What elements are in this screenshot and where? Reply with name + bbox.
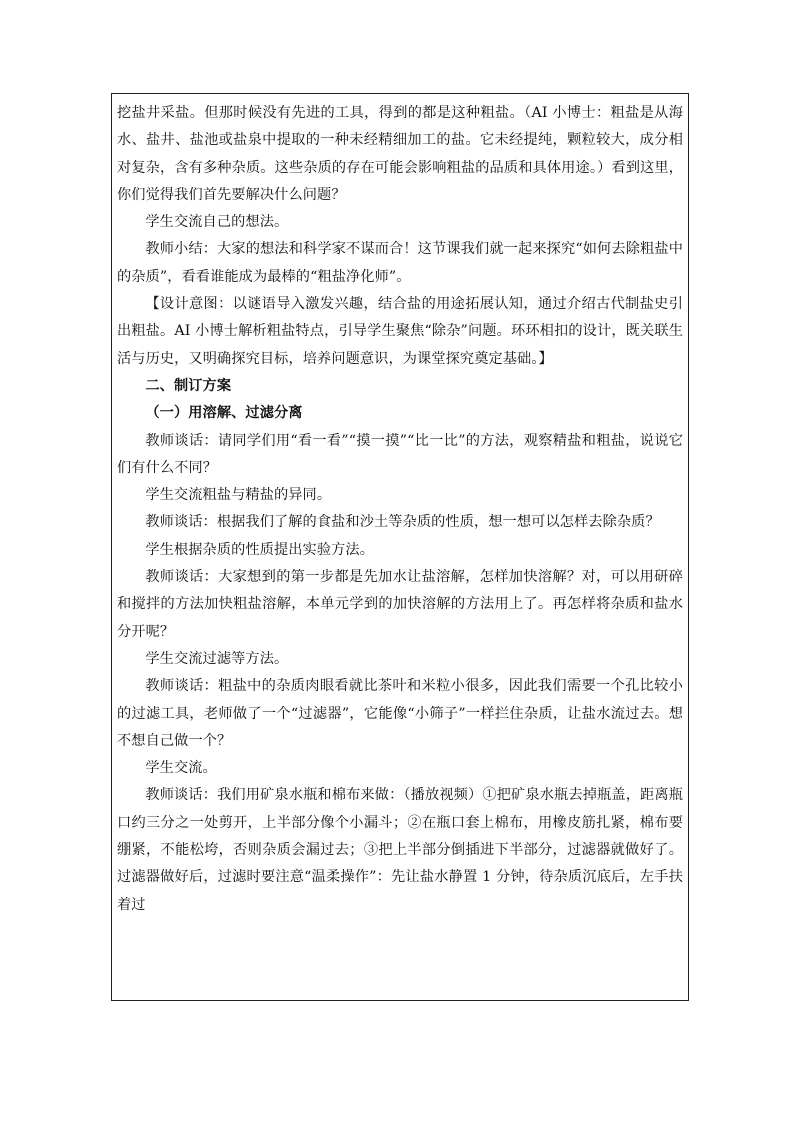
- paragraph-remove-impurities: 教师谈话：根据我们了解的食盐和沙土等杂质的性质，想一想可以怎样去除杂质？: [145, 514, 660, 531]
- paragraph-teacher-summary: 教师小结：大家的想法和科学家不谋而合！这节课我们就一起来探究“如何去除粗盐中的杂质”，看看谁能成为最棒的“粗盐净化师”。: [117, 241, 683, 285]
- paragraph-dissolve-faster: 教师谈话：大家想到的第一步都是先加水让盐溶解，怎样加快溶解？对，可以用研碎和搅拌的方法加快粗盐溶解，本单元学到的加快溶解的方法用上了。再怎样将杂质和盐水分开呢？: [117, 569, 683, 640]
- paragraph-propose-methods: 学生根据杂质的性质提出实验方法。: [145, 541, 374, 558]
- paragraph-student-exchange: 学生交流。: [145, 760, 217, 777]
- paragraph-make-filter: 教师谈话：我们用矿泉水瓶和棉布来做：（播放视频）①把矿泉水瓶去掉瓶盖，距离瓶口约三分之一处剪开，上半部分像个小漏斗；②在瓶口套上棉布，用橡皮筋扎紧，棉布要绷紧，不能松垮，否则杂质会漏过去；③把上半部分倒插进下半部分，过滤器就做好了。过滤器做好后，过滤时要注意“温柔操作”：先让盐水静置 1 分钟，待杂质沉底后，左手扶着过: [117, 787, 683, 913]
- table-left-rule: [111, 93, 115, 1001]
- lesson-text-cell: [117, 100, 683, 919]
- paragraph-design-intent: 【设计意图：以谜语导入激发兴趣，结合盐的用途拓展认知，通过介绍古代制盐史引出粗盐。AI 小博士解析粗盐特点，引导学生聚焦“除杂”问题。环环相扣的设计，既关联生活与历史，又明确探究目标，培养问题意识，为课堂探究奠定基础。】: [117, 296, 683, 367]
- section-heading-plan: 二、制订方案: [145, 377, 232, 394]
- paragraph-observe-salts: 教师谈话：请同学们用“看一看”“摸一摸”“比一比”的方法，观察精盐和粗盐，说说它们有什么不同？: [117, 432, 683, 476]
- paragraph-filter-methods: 学生交流过滤等方法。: [145, 650, 289, 667]
- paragraph-student-ideas: 学生交流自己的想法。: [145, 214, 289, 231]
- paragraph-compare-salts: 学生交流粗盐与精盐的异同。: [145, 487, 332, 504]
- subsection-heading-dissolve-filter: （一）用溶解、过滤分离: [145, 405, 303, 422]
- paragraph-filter-tool: 教师谈话：粗盐中的杂质肉眼看就比茶叶和米粒小很多，因此我们需要一个孔比较小的过滤工具，老师做了一个“过滤器”，它能像“小筛子”一样拦住杂质，让盐水流过去。想不想自己做一个？: [117, 678, 683, 749]
- paragraph-intro-crude-salt: 挖盐井采盐。但那时候没有先进的工具，得到的都是这种粗盐。（AI 小博士：粗盐是从海水、盐井、盐池或盐泉中提取的一种未经精细加工的盐。它未经提纯，颗粒较大，成分相对复杂，含有多种杂质。这些杂质的存在可能会影响粗盐的品质和具体用途。）看到这里，你们觉得我们首先要解决什么问题？: [117, 105, 683, 203]
